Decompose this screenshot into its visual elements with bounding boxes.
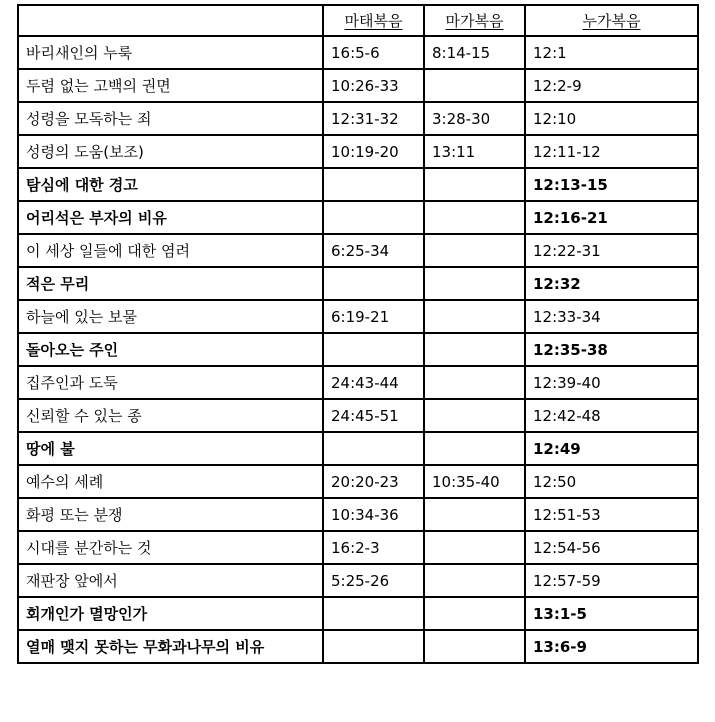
table-row [18,465,698,498]
cell-luke: 12:39-40 [525,366,698,399]
table-row [18,597,698,630]
cell-matthew [323,432,424,465]
cell-matthew: 6:19-21 [323,300,424,333]
table-row [18,630,698,663]
cell-matthew: 24:43-44 [323,366,424,399]
cell-topic: 화평 또는 분쟁 [18,498,323,531]
cell-mark [424,234,525,267]
cell-matthew: 20:20-23 [323,465,424,498]
cell-matthew: 24:45-51 [323,399,424,432]
table-row [18,201,698,234]
cell-mark [424,432,525,465]
cell-matthew [323,267,424,300]
table-row [18,300,698,333]
cell-mark [424,531,525,564]
table-row [18,102,698,135]
cell-luke: 12:2-9 [525,69,698,102]
cell-luke: 12:54-56 [525,531,698,564]
cell-luke: 12:51-53 [525,498,698,531]
cell-matthew: 6:25-34 [323,234,424,267]
cell-mark [424,69,525,102]
cell-mark [424,333,525,366]
table-row [18,234,698,267]
cell-topic: 바리새인의 누룩 [18,36,323,69]
cell-mark [424,630,525,663]
gospel-parallel-table [17,4,699,664]
header-luke: 누가복음 [525,5,698,36]
cell-luke: 13:6-9 [525,630,698,663]
cell-topic: 집주인과 도둑 [18,366,323,399]
cell-matthew: 10:19-20 [323,135,424,168]
cell-luke: 12:32 [525,267,698,300]
cell-topic: 회개인가 멸망인가 [18,597,323,630]
table-row [18,564,698,597]
gospel-parallel-table-wrapper [17,4,699,664]
header-mark: 마가복음 [424,5,525,36]
cell-topic: 돌아오는 주인 [18,333,323,366]
cell-mark [424,498,525,531]
table-row [18,366,698,399]
cell-matthew [323,201,424,234]
cell-luke: 12:13-15 [525,168,698,201]
cell-luke: 12:1 [525,36,698,69]
cell-mark [424,399,525,432]
cell-luke: 12:11-12 [525,135,698,168]
cell-topic: 탐심에 대한 경고 [18,168,323,201]
cell-matthew [323,597,424,630]
cell-topic: 열매 맺지 못하는 무화과나무의 비유 [18,630,323,663]
table-body [18,36,698,663]
cell-mark [424,597,525,630]
cell-mark: 13:11 [424,135,525,168]
table-row [18,69,698,102]
table-row [18,267,698,300]
cell-mark: 8:14-15 [424,36,525,69]
table-row [18,36,698,69]
cell-luke: 12:16-21 [525,201,698,234]
table-row [18,399,698,432]
cell-mark [424,300,525,333]
cell-luke: 12:35-38 [525,333,698,366]
cell-matthew: 5:25-26 [323,564,424,597]
cell-topic: 재판장 앞에서 [18,564,323,597]
cell-mark: 10:35-40 [424,465,525,498]
cell-topic: 성령을 모독하는 죄 [18,102,323,135]
cell-luke: 12:33-34 [525,300,698,333]
cell-topic: 땅에 불 [18,432,323,465]
cell-topic: 어리석은 부자의 비유 [18,201,323,234]
table-row [18,168,698,201]
cell-mark [424,168,525,201]
cell-matthew [323,168,424,201]
cell-topic: 신뢰할 수 있는 종 [18,399,323,432]
cell-topic: 이 세상 일들에 대한 염려 [18,234,323,267]
cell-mark [424,564,525,597]
cell-topic: 적은 무리 [18,267,323,300]
cell-luke: 12:42-48 [525,399,698,432]
cell-luke: 12:50 [525,465,698,498]
cell-mark [424,201,525,234]
table-row [18,135,698,168]
header-matthew: 마태복음 [323,5,424,36]
cell-topic: 예수의 세례 [18,465,323,498]
cell-mark [424,267,525,300]
table-row [18,333,698,366]
cell-luke: 12:49 [525,432,698,465]
cell-matthew: 10:26-33 [323,69,424,102]
cell-matthew: 16:5-6 [323,36,424,69]
cell-mark [424,366,525,399]
cell-topic: 시대를 분간하는 것 [18,531,323,564]
header-topic [18,5,323,36]
cell-mark: 3:28-30 [424,102,525,135]
cell-matthew: 10:34-36 [323,498,424,531]
table-row [18,531,698,564]
cell-topic: 하늘에 있는 보물 [18,300,323,333]
table-header [18,5,698,36]
cell-luke: 12:22-31 [525,234,698,267]
cell-luke: 12:57-59 [525,564,698,597]
cell-matthew [323,630,424,663]
header-row [18,5,698,36]
cell-luke: 13:1-5 [525,597,698,630]
cell-matthew: 16:2-3 [323,531,424,564]
cell-topic: 성령의 도움(보조) [18,135,323,168]
cell-matthew [323,333,424,366]
cell-matthew: 12:31-32 [323,102,424,135]
cell-topic: 두렴 없는 고백의 권면 [18,69,323,102]
table-row [18,432,698,465]
cell-luke: 12:10 [525,102,698,135]
table-row [18,498,698,531]
